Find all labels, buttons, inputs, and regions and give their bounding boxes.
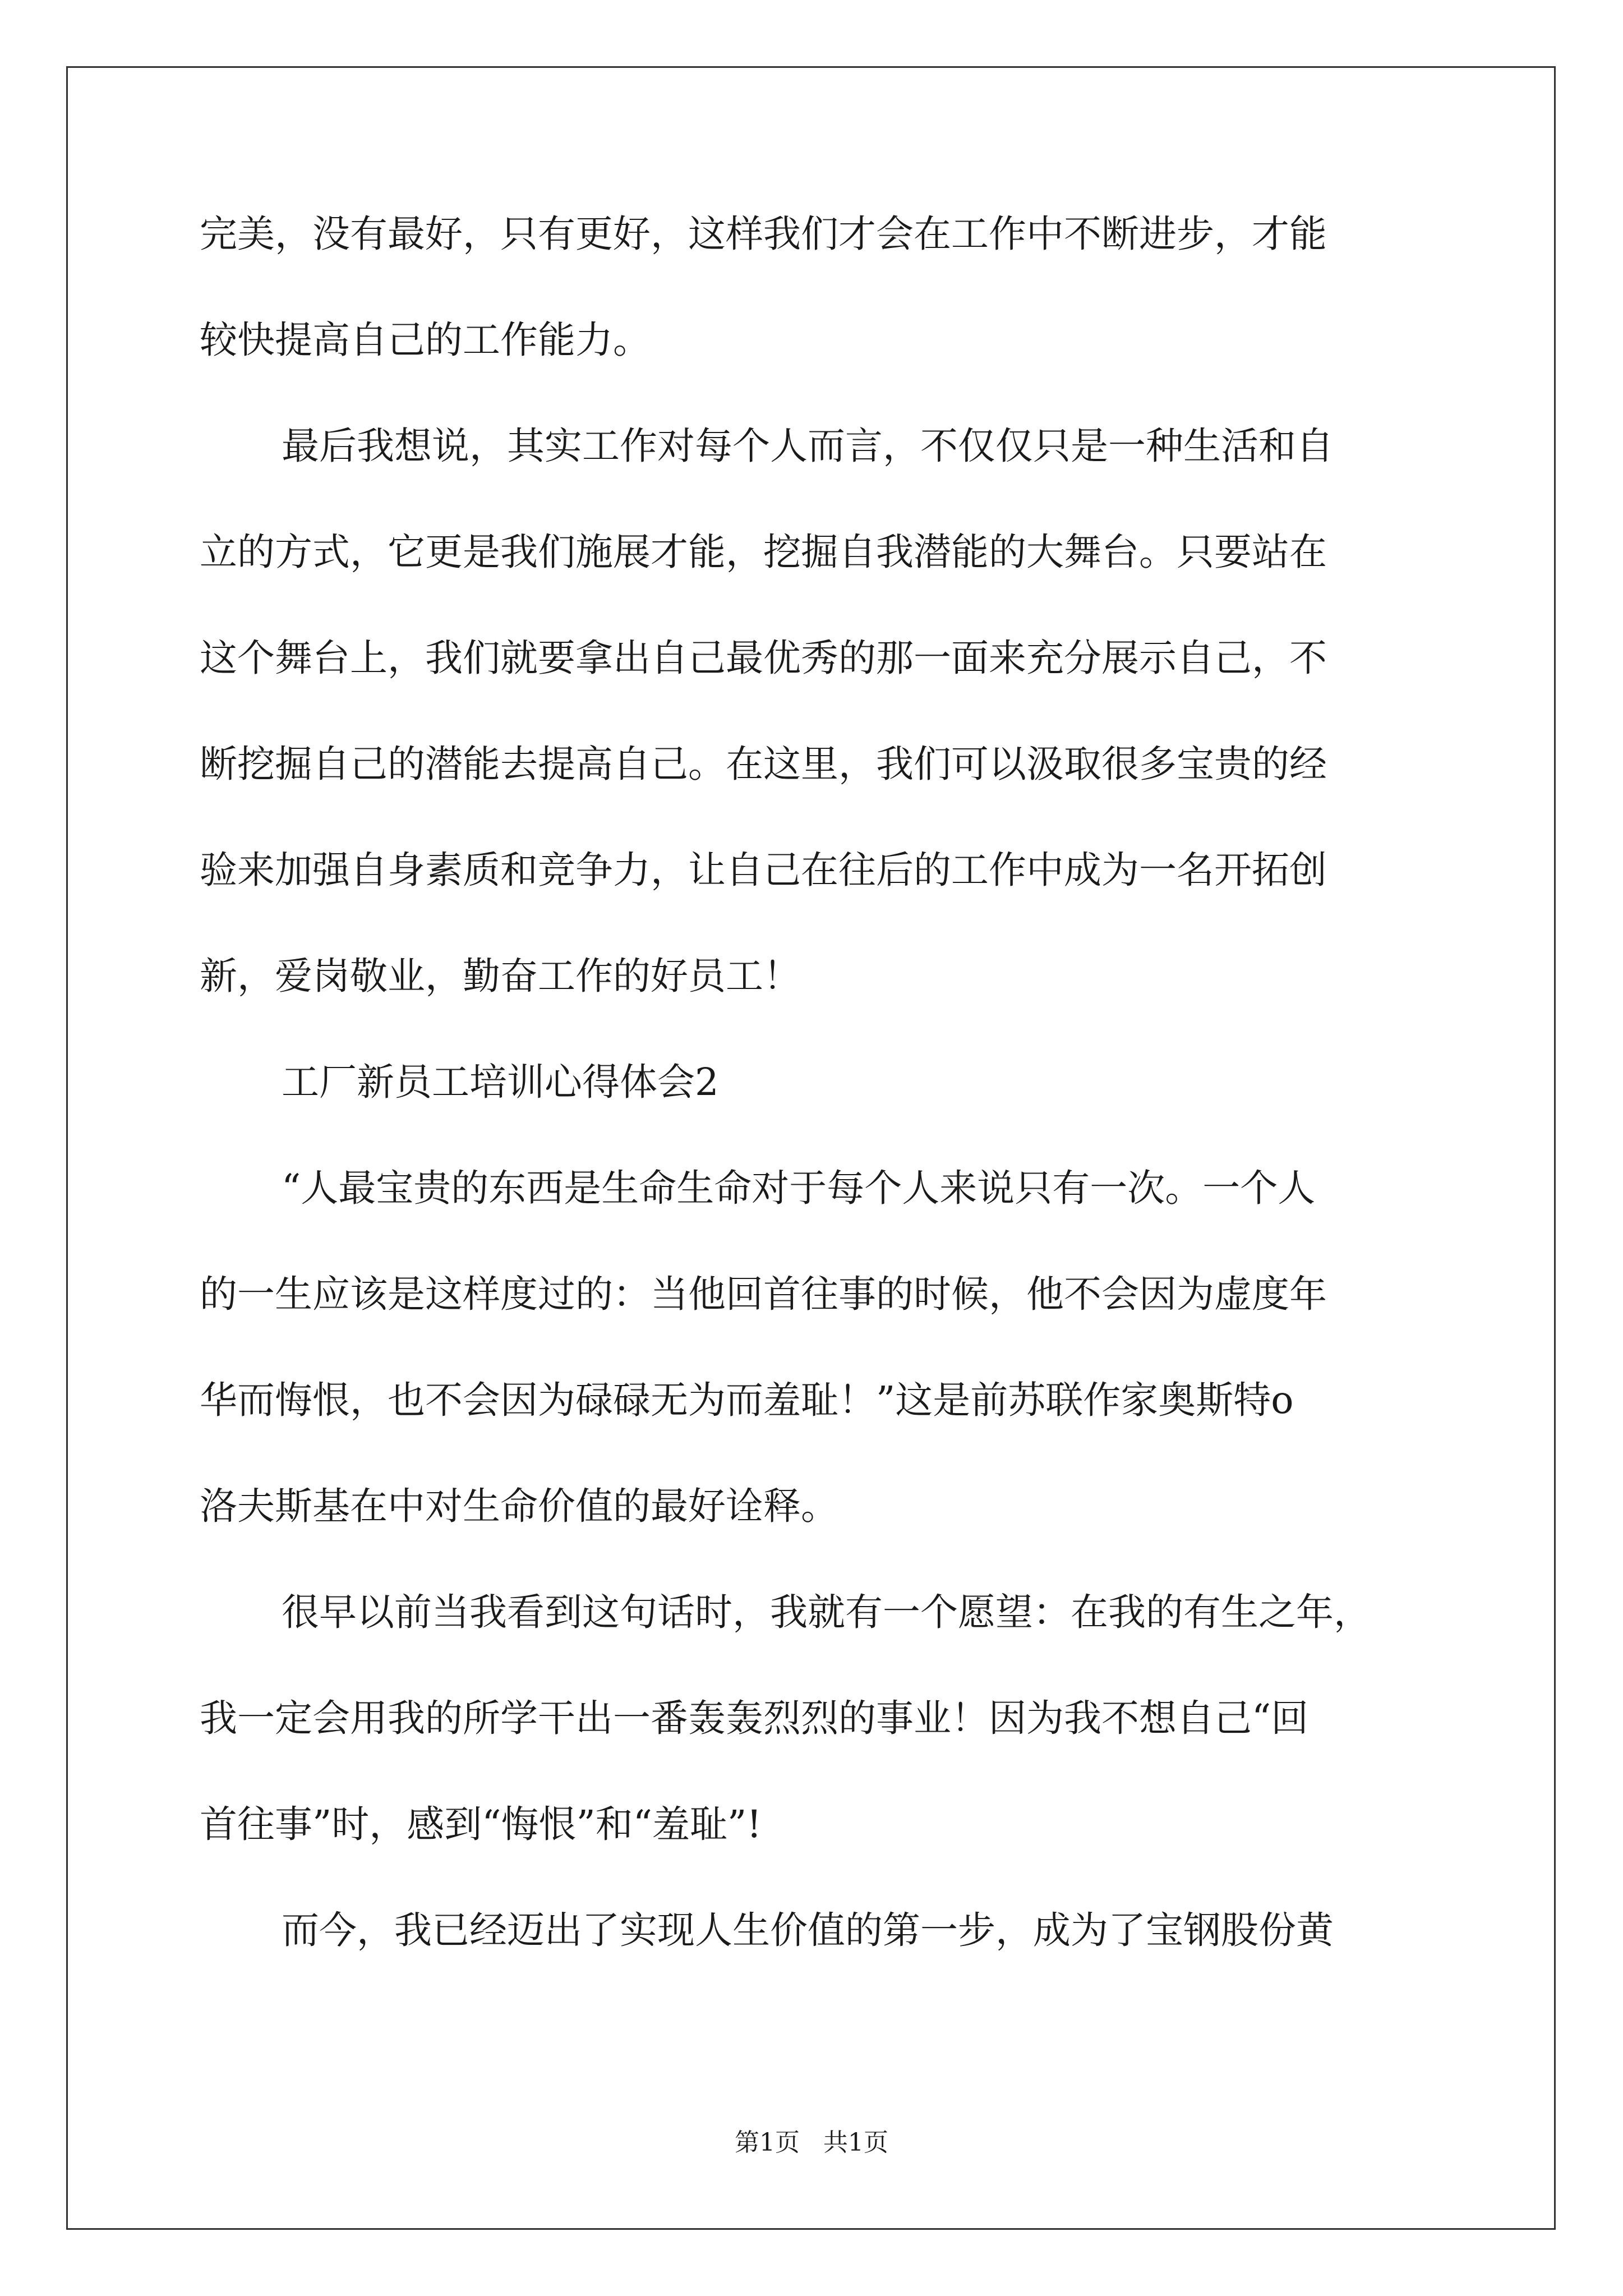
text-line: 我一定会用我的所学干出一番轰轰烈烈的事业！因为我不想自己“回 bbox=[200, 1696, 1309, 1740]
text-line: 首往事”时，感到“悔恨”和“羞耻”! bbox=[200, 1802, 762, 1846]
text-line: 立的方式，它更是我们施展才能，挖掘自我潜能的大舞台。只要站在 bbox=[200, 530, 1327, 574]
text-line: 这个舞台上，我们就要拿出自己最优秀的那一面来充分展示自己，不 bbox=[200, 636, 1327, 680]
text-line: “人最宝贵的东西是生命生命对于每个人来说只有一次。一个人 bbox=[282, 1166, 1316, 1210]
text-line: 完美，没有最好，只有更好，这样我们才会在工作中不断进步，才能 bbox=[200, 212, 1327, 256]
text-line: 洛夫斯基在中对生命价值的最好诠释。 bbox=[200, 1484, 838, 1528]
text-line: 验来加强自身素质和竞争力，让自己在往后的工作中成为一名开拓创 bbox=[200, 848, 1327, 892]
document-body bbox=[200, 208, 1428, 1957]
text-line: 新，爱岗敬业，勤奋工作的好员工！ bbox=[200, 954, 801, 998]
page-footer: 第1页 共1页 bbox=[735, 2128, 888, 2157]
text-line: 而今，我已经迈出了实现人生价值的第一步，成为了宝钢股份黄 bbox=[282, 1908, 1334, 1952]
section-heading: 工厂新员工培训心得体会2 bbox=[282, 1060, 719, 1104]
text-line: 断挖掘自己的潜能去提高自己。在这里，我们可以汲取很多宝贵的经 bbox=[200, 742, 1327, 786]
text-line: 很早以前当我看到这句话时，我就有一个愿望：在我的有生之年， bbox=[282, 1590, 1371, 1634]
text-line: 的一生应该是这样度过的：当他回首往事的时候，他不会因为虚度年 bbox=[200, 1272, 1327, 1316]
text-line: 最后我想说，其实工作对每个人而言，不仅仅只是一种生活和自 bbox=[282, 424, 1334, 468]
text-line: 较快提高自己的工作能力。 bbox=[200, 318, 651, 362]
text-line: 华而悔恨，也不会因为碌碌无为而羞耻！”这是前苏联作家奥斯特ο bbox=[200, 1378, 1294, 1422]
